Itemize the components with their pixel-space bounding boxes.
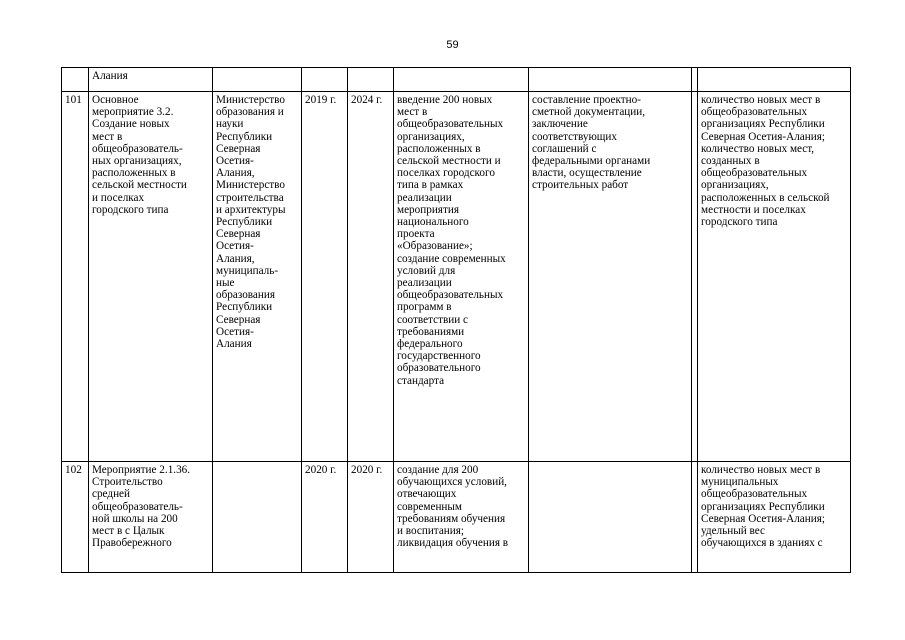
executor-cell <box>213 68 302 92</box>
row-number-cell: 101 <box>62 92 89 462</box>
main-directions-cell <box>529 68 692 92</box>
expected-result-cell <box>394 68 529 92</box>
table-row <box>62 92 851 462</box>
end-year-cell: 2024 г. <box>348 92 394 462</box>
table-row <box>62 462 851 573</box>
start-year-cell: 2020 г. <box>302 462 348 573</box>
measure-name-cell: Мероприятие 2.1.36. Строительство средней общеобразователь- ной школы на 200 мест в с Цалык Правобережного <box>89 462 213 573</box>
table-row <box>62 68 851 92</box>
main-directions-cell: составление проектно- сметной документации, заключение соответствующих соглашений с федеральными органами власти, осуществление строительных работ <box>529 92 692 462</box>
start-year-cell: 2019 г. <box>302 92 348 462</box>
indicator-link-cell: количество новых мест в общеобразовательных организациях Республики Северная Осетия-Алания; количество новых мест, созданных в общеобразовательных организациях, расположенных в сельской местности и поселках городского типа <box>698 92 851 462</box>
executor-cell: Министерство образования и науки Республики Северная Осетия- Алания, Министерство строительства и архитектуры Республики Северная Осетия- Алания, муниципаль- ные образования Республики Северная Осетия- Алания <box>213 92 302 462</box>
measures-table <box>61 67 851 573</box>
measure-name-cell: Алания <box>89 68 213 92</box>
executor-cell <box>213 462 302 573</box>
expected-result-cell: создание для 200 обучающихся условий, отвечающих современным требованиям обучения и воспитания; ликвидация обучения в <box>394 462 529 573</box>
indicator-link-cell: количество новых мест в муниципальных общеобразовательных организациях Республики Северная Осетия-Алания; удельный вес обучающихся в зданиях с <box>698 462 851 573</box>
row-number-cell: 102 <box>62 462 89 573</box>
indicator-link-cell <box>698 68 851 92</box>
expected-result-cell: введение 200 новых мест в общеобразовательных организациях, расположенных в сельской местности и поселках городского типа в рамках реализации мероприятия национального проекта «Образование»; создание современных условий для реализации общеобразовательных программ в соответствии с требованиями федерального государственного образовательного стандарта <box>394 92 529 462</box>
start-year-cell <box>302 68 348 92</box>
end-year-cell: 2020 г. <box>348 462 394 573</box>
page-number: 59 <box>446 39 459 51</box>
main-directions-cell <box>529 462 692 573</box>
measure-name-cell: Основное мероприятие 3.2. Создание новых мест в общеобразователь- ных организациях, расположенных в сельской местности и поселках городского типа <box>89 92 213 462</box>
row-number-cell <box>62 68 89 92</box>
end-year-cell <box>348 68 394 92</box>
